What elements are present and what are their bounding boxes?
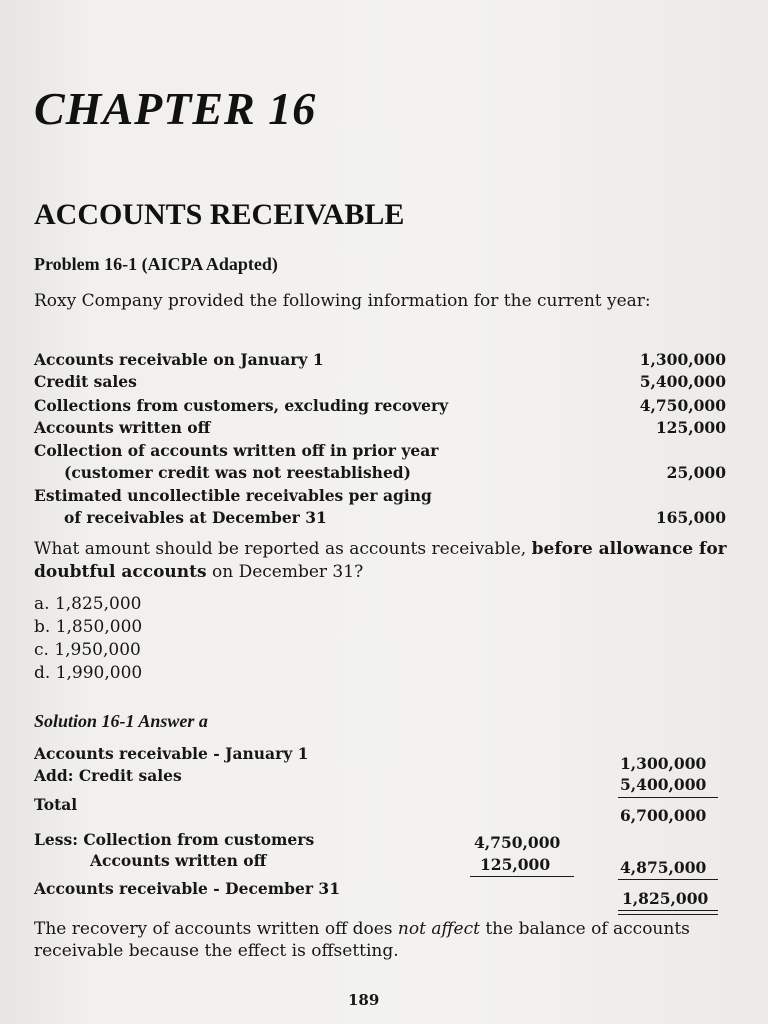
section-title: ACCOUNTS RECEIVABLE bbox=[34, 198, 405, 231]
item-row bbox=[34, 372, 734, 394]
item-label: Collections from customers, excluding recovery bbox=[34, 396, 449, 415]
sum-rule bbox=[618, 797, 718, 798]
item-label: Accounts receivable on January 1 bbox=[34, 350, 324, 369]
item-row bbox=[34, 463, 734, 485]
question-pre: What amount should be reported as accounts receivable, bbox=[34, 539, 532, 559]
sol-ar-jan-amount: 1,300,000 bbox=[620, 754, 707, 773]
item-amount: 5,400,000 bbox=[639, 372, 726, 391]
question-bold: before allowance for doubtful accounts bbox=[34, 539, 727, 582]
item-label: Accounts written off bbox=[34, 418, 211, 437]
less-rule bbox=[618, 879, 718, 880]
item-row bbox=[34, 508, 734, 530]
sol-total-amount: 6,700,000 bbox=[620, 806, 707, 825]
choice-b: b. 1,850,000 bbox=[34, 617, 143, 637]
double-rule-bottom bbox=[618, 914, 718, 915]
problem-heading: Problem 16-1 (AICPA Adapted) bbox=[34, 254, 278, 274]
item-amount: 25,000 bbox=[666, 463, 726, 482]
solution-title: Solution 16-1 Answer a bbox=[34, 711, 208, 731]
sol-ar-dec-label: Accounts receivable - December 31 bbox=[34, 879, 340, 898]
note-pre: The recovery of accounts written off does bbox=[34, 919, 398, 939]
sol-ar-dec-amount: 1,825,000 bbox=[622, 889, 709, 908]
item-row bbox=[34, 396, 734, 418]
item-label: of receivables at December 31 bbox=[64, 508, 327, 527]
note-post: the balance of accounts receivable because the effect is offsetting. bbox=[34, 919, 690, 961]
sol-credit-sales-label: Add: Credit sales bbox=[34, 766, 182, 785]
sol-ar-jan-label: Accounts receivable - January 1 bbox=[34, 744, 309, 763]
question-text bbox=[34, 538, 734, 584]
choice-a: a. 1,825,000 bbox=[34, 594, 142, 614]
chapter-heading: CHAPTER 16 bbox=[34, 83, 317, 134]
sol-written-off-label: Accounts written off bbox=[90, 851, 267, 870]
item-label: Collection of accounts written off in prior year bbox=[34, 441, 439, 460]
double-rule-top bbox=[618, 910, 718, 911]
choice-d: d. 1,990,000 bbox=[34, 663, 143, 683]
item-amount: 4,750,000 bbox=[639, 396, 726, 415]
item-label: Credit sales bbox=[34, 372, 137, 391]
item-label: (customer credit was not reestablished) bbox=[64, 463, 411, 482]
question-post: on December 31? bbox=[206, 562, 364, 582]
item-row bbox=[34, 486, 734, 508]
problem-intro: Roxy Company provided the following information for the current year: bbox=[34, 291, 651, 311]
sol-less-amount: 4,750,000 bbox=[474, 833, 561, 852]
solution-note bbox=[34, 918, 734, 962]
sol-written-off-amount: 125,000 bbox=[480, 855, 551, 874]
note-italic: not affect bbox=[397, 919, 480, 939]
item-amount: 165,000 bbox=[655, 508, 726, 527]
item-row bbox=[34, 350, 734, 372]
item-amount: 125,000 bbox=[655, 418, 726, 437]
sol-total-label: Total bbox=[34, 795, 78, 814]
sol-credit-sales-amount: 5,400,000 bbox=[620, 775, 707, 794]
subtotal-rule bbox=[470, 876, 574, 877]
page-number: 189 bbox=[348, 991, 380, 1009]
item-label: Estimated uncollectible receivables per aging bbox=[34, 486, 432, 505]
sol-less-label: Less: Collection from customers bbox=[34, 830, 315, 849]
item-row bbox=[34, 441, 734, 463]
item-amount: 1,300,000 bbox=[639, 350, 726, 369]
choice-c: c. 1,950,000 bbox=[34, 640, 141, 660]
sol-less-total: 4,875,000 bbox=[620, 858, 707, 877]
item-row bbox=[34, 418, 734, 440]
